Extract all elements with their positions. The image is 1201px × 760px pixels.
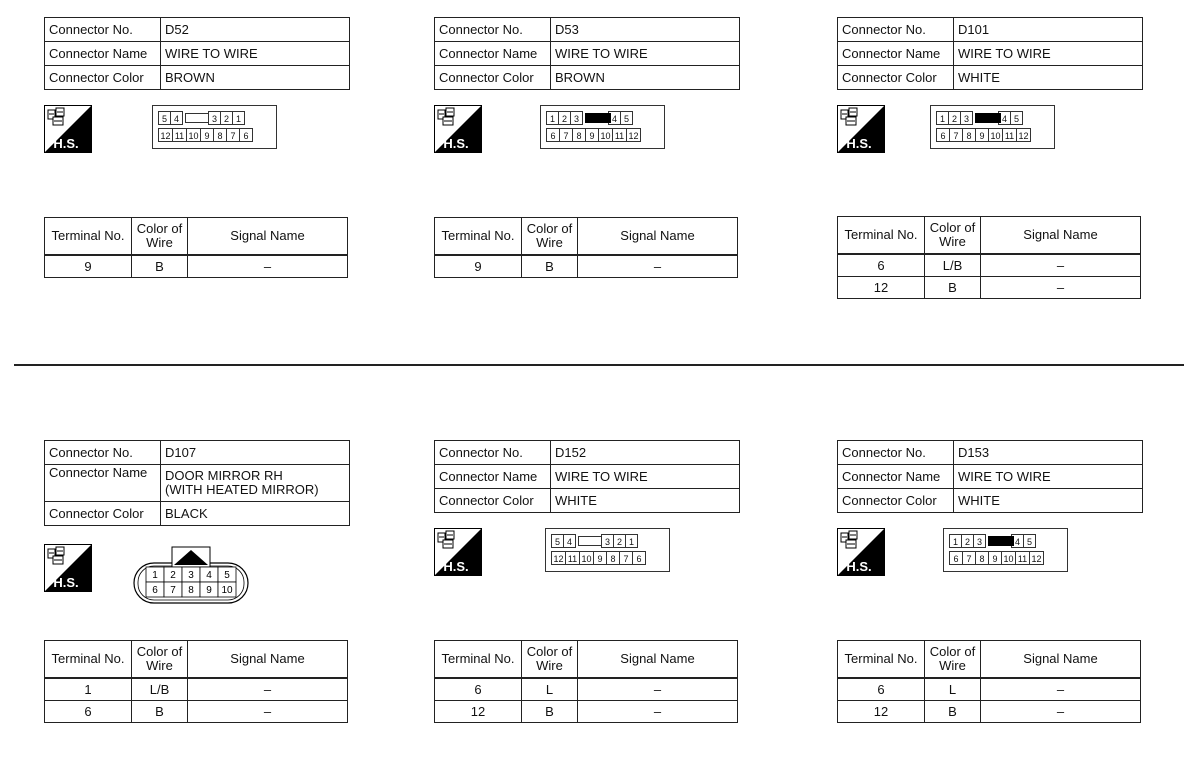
wire-color-header: [522, 641, 578, 679]
wire-color-header-line1: Color of: [136, 221, 183, 236]
connector-color-label: Connector Color: [435, 489, 551, 513]
key-slot: [585, 113, 611, 123]
pin-10: 10: [598, 128, 613, 142]
wire-color-header: [132, 218, 188, 256]
connector-no-value: D52: [161, 18, 350, 42]
wire-color-header-line2: Wire: [146, 235, 173, 250]
connector-no-label: Connector No.: [838, 441, 954, 465]
terminal-table: [44, 640, 348, 723]
connector-no-row: [45, 441, 350, 465]
pin-10: 10: [186, 128, 201, 142]
terminal-no-cell: 12: [838, 701, 925, 723]
connector-name-value: WIRE TO WIRE: [954, 42, 1143, 66]
wire-color-cell: B: [522, 255, 578, 278]
key-slot: [975, 113, 1001, 123]
pin-8: 8: [572, 128, 586, 142]
pin-2: 2: [613, 534, 626, 548]
connector-info-table: [434, 440, 740, 513]
pin-7: 7: [962, 551, 976, 565]
wire-color-header-line2: Wire: [146, 658, 173, 673]
terminal-no-cell: 6: [838, 678, 925, 701]
connector-name-value: [161, 465, 350, 502]
connector-block-D153: [837, 440, 1143, 760]
signal-name-header: Signal Name: [188, 641, 348, 679]
hs-label: H.S.: [53, 136, 79, 151]
connector-color-value: BROWN: [161, 66, 350, 90]
pin-6: 6: [632, 551, 646, 565]
pin-3: 3: [601, 534, 614, 548]
connector-face-D101: [930, 105, 1055, 149]
connector-color-value: WHITE: [551, 489, 740, 513]
pin-1: [146, 567, 164, 582]
pin-11: 11: [1002, 128, 1017, 142]
hs-label: H.S.: [846, 559, 872, 574]
terminal-no-header: Terminal No.: [45, 218, 132, 256]
connector-no-value: D153: [954, 441, 1143, 465]
svg-text:7: 7: [170, 585, 176, 596]
terminal-row: [838, 701, 1141, 723]
connector-key: [985, 534, 1012, 548]
signal-name-cell: –: [188, 255, 348, 278]
terminal-no-cell: 9: [45, 255, 132, 278]
pin-6: [146, 582, 164, 597]
pin-5: 5: [551, 534, 564, 548]
pin-1: 1: [232, 111, 245, 125]
pin-9: [200, 582, 218, 597]
connector-name-value: WIRE TO WIRE: [954, 465, 1143, 489]
connector-block-D152: [434, 440, 740, 760]
key-slot: [185, 113, 209, 123]
hs-label: H.S.: [443, 559, 469, 574]
connector-block-D53: [434, 17, 740, 337]
pin-12: 12: [1029, 551, 1044, 565]
connector-no-row: [435, 441, 740, 465]
connector-key: [575, 534, 602, 548]
wire-color-header: [522, 218, 578, 256]
connector-name-row: [435, 42, 740, 66]
wire-color-cell: L: [522, 678, 578, 701]
connector-face-D53: [540, 105, 665, 149]
pin-3: 3: [208, 111, 221, 125]
wire-color-cell: L/B: [925, 254, 981, 277]
pin-4: 4: [170, 111, 183, 125]
terminal-no-header: Terminal No.: [838, 641, 925, 679]
pin-2: [164, 567, 182, 582]
connector-name-label: Connector Name: [45, 42, 161, 66]
terminal-no-header: Terminal No.: [45, 641, 132, 679]
pin-1: 1: [936, 111, 949, 125]
pin-7: [164, 582, 182, 597]
connector-color-label: Connector Color: [838, 489, 954, 513]
wire-color-header-line2: Wire: [536, 658, 563, 673]
pin-5: 5: [1010, 111, 1023, 125]
connector-top-row: [937, 111, 1023, 125]
connector-name-row: [45, 42, 350, 66]
connector-no-value: D152: [551, 441, 740, 465]
connector-color-row: [435, 489, 740, 513]
connector-face-D153: [943, 528, 1068, 572]
wire-color-header-line2: Wire: [939, 658, 966, 673]
terminal-no-cell: 1: [45, 678, 132, 701]
pin-9: 9: [200, 128, 214, 142]
connector-name-label: Connector Name: [435, 42, 551, 66]
pin-10: [218, 582, 236, 597]
wire-color-header-line1: Color of: [929, 644, 976, 659]
pin-12: 12: [158, 128, 173, 142]
connector-bottom-row: [159, 128, 253, 142]
pin-8: [182, 582, 200, 597]
terminal-no-header: Terminal No.: [838, 217, 925, 255]
connector-top-row: [552, 534, 638, 548]
terminal-header-row: [435, 641, 738, 679]
pin-5: 5: [158, 111, 171, 125]
svg-text:3: 3: [188, 570, 194, 581]
svg-text:10: 10: [221, 585, 233, 596]
signal-name-cell: –: [981, 277, 1141, 299]
connector-key: [182, 111, 209, 125]
harness-side-icon: [44, 105, 92, 153]
connector-color-row: [45, 66, 350, 90]
connector-info-table: [837, 17, 1143, 90]
harness-side-icon: [837, 528, 885, 576]
connector-top-row: [950, 534, 1036, 548]
terminal-header-row: [45, 641, 348, 679]
pin-4: 4: [608, 111, 621, 125]
wire-color-header-line1: Color of: [526, 644, 573, 659]
connector-name-line2: (WITH HEATED MIRROR): [165, 482, 319, 497]
pin-2: 2: [948, 111, 961, 125]
hs-label: H.S.: [53, 575, 79, 590]
pin-12: 12: [551, 551, 566, 565]
key-slot: [578, 536, 602, 546]
terminal-row: [45, 678, 348, 701]
pin-7: 7: [559, 128, 573, 142]
connector-no-value: D107: [161, 441, 350, 465]
terminal-no-header: Terminal No.: [435, 218, 522, 256]
key-slot: [988, 536, 1014, 546]
terminal-table: [434, 640, 738, 723]
wire-color-header-line1: Color of: [929, 220, 976, 235]
pin-6: 6: [546, 128, 560, 142]
pin-4: [200, 567, 218, 582]
pin-9: 9: [975, 128, 989, 142]
pin-1: 1: [949, 534, 962, 548]
harness-side-icon: [837, 105, 885, 153]
terminal-table: [837, 640, 1141, 723]
connector-name-row: [838, 465, 1143, 489]
connector-color-label: Connector Color: [435, 66, 551, 90]
connector-name-label: Connector Name: [435, 465, 551, 489]
wire-color-cell: B: [925, 277, 981, 299]
pin-7: 7: [226, 128, 240, 142]
connector-no-row: [45, 18, 350, 42]
connector-color-row: [45, 502, 350, 526]
terminal-row: [435, 701, 738, 723]
signal-name-header: Signal Name: [981, 641, 1141, 679]
connector-name-label: Connector Name: [838, 42, 954, 66]
connector-name-value: WIRE TO WIRE: [551, 42, 740, 66]
pin-6: 6: [239, 128, 253, 142]
pin-10: 10: [988, 128, 1003, 142]
signal-name-cell: –: [188, 678, 348, 701]
pin-6: 6: [936, 128, 950, 142]
harness-side-icon: [434, 528, 482, 576]
wire-color-header-line2: Wire: [536, 235, 563, 250]
pin-9: 9: [988, 551, 1002, 565]
wire-color-cell: L: [925, 678, 981, 701]
terminal-no-cell: 12: [435, 701, 522, 723]
pin-3: 3: [570, 111, 583, 125]
connector-name-value: WIRE TO WIRE: [551, 465, 740, 489]
connector-block-D101: [837, 17, 1143, 337]
connector-color-label: Connector Color: [838, 66, 954, 90]
connector-face-D107: [132, 543, 250, 605]
pin-5: 5: [1023, 534, 1036, 548]
signal-name-header: Signal Name: [578, 641, 738, 679]
connector-name-label: Connector Name: [45, 465, 161, 502]
pin-11: 11: [1015, 551, 1030, 565]
hs-label: H.S.: [443, 136, 469, 151]
terminal-no-cell: 6: [45, 701, 132, 723]
connector-top-row: [547, 111, 633, 125]
signal-name-cell: –: [578, 678, 738, 701]
connector-color-row: [838, 66, 1143, 90]
pin-10: 10: [579, 551, 594, 565]
svg-text:4: 4: [206, 570, 212, 581]
connector-face-D152: [545, 528, 670, 572]
signal-name-cell: –: [578, 701, 738, 723]
terminal-no-cell: 6: [435, 678, 522, 701]
wire-color-header-line2: Wire: [939, 234, 966, 249]
pin-3: [182, 567, 200, 582]
svg-text:1: 1: [152, 570, 158, 581]
pin-7: 7: [619, 551, 633, 565]
connector-color-value: WHITE: [954, 66, 1143, 90]
signal-name-header: Signal Name: [578, 218, 738, 256]
connector-key: [582, 111, 609, 125]
connector-color-row: [435, 66, 740, 90]
connector-bottom-row: [552, 551, 646, 565]
pin-8: 8: [962, 128, 976, 142]
harness-side-icon: [434, 105, 482, 153]
signal-name-cell: –: [981, 701, 1141, 723]
pin-2: 2: [558, 111, 571, 125]
terminal-header-row: [838, 217, 1141, 255]
signal-name-cell: –: [981, 254, 1141, 277]
hs-label: H.S.: [846, 136, 872, 151]
svg-text:9: 9: [206, 585, 212, 596]
wire-color-cell: B: [522, 701, 578, 723]
pin-5: 5: [620, 111, 633, 125]
connector-name-label: Connector Name: [838, 465, 954, 489]
wire-color-header: [925, 641, 981, 679]
connector-name-row: [45, 465, 350, 502]
connector-no-value: D53: [551, 18, 740, 42]
signal-name-cell: –: [981, 678, 1141, 701]
terminal-table: [837, 216, 1141, 299]
terminal-row: [838, 277, 1141, 299]
connector-name-line1: DOOR MIRROR RH: [165, 468, 283, 483]
pin-10: 10: [1001, 551, 1016, 565]
pin-11: 11: [565, 551, 580, 565]
signal-name-header: Signal Name: [188, 218, 348, 256]
wire-color-header-line1: Color of: [526, 221, 573, 236]
terminal-no-header: Terminal No.: [435, 641, 522, 679]
terminal-row: [45, 701, 348, 723]
connector-name-value: WIRE TO WIRE: [161, 42, 350, 66]
terminal-header-row: [435, 218, 738, 256]
pin-11: 11: [612, 128, 627, 142]
connector-face-D52: [152, 105, 277, 149]
pin-11: 11: [172, 128, 187, 142]
pin-8: 8: [975, 551, 989, 565]
terminal-row: [45, 255, 348, 278]
pin-2: 2: [961, 534, 974, 548]
connector-no-row: [838, 18, 1143, 42]
connector-info-table: [44, 440, 350, 526]
connector-top-row: [159, 111, 245, 125]
pin-4: 4: [1011, 534, 1024, 548]
wire-color-cell: B: [132, 701, 188, 723]
pin-8: 8: [606, 551, 620, 565]
connector-block-D107: [44, 440, 350, 760]
pin-3: 3: [960, 111, 973, 125]
connector-no-label: Connector No.: [435, 441, 551, 465]
connector-color-row: [838, 489, 1143, 513]
pin-1: 1: [625, 534, 638, 548]
connector-no-value: D101: [954, 18, 1143, 42]
pin-6: 6: [949, 551, 963, 565]
wire-color-cell: B: [132, 255, 188, 278]
terminal-row: [838, 254, 1141, 277]
connector-color-value: WHITE: [954, 489, 1143, 513]
pin-9: 9: [593, 551, 607, 565]
pin-4: 4: [998, 111, 1011, 125]
connector-no-row: [435, 18, 740, 42]
terminal-table: [44, 217, 348, 278]
terminal-no-cell: 6: [838, 254, 925, 277]
pin-2: 2: [220, 111, 233, 125]
connector-block-D52: [44, 17, 350, 337]
connector-no-row: [838, 441, 1143, 465]
connector-bottom-row: [547, 128, 641, 142]
connector-no-label: Connector No.: [435, 18, 551, 42]
wire-color-header: [132, 641, 188, 679]
connector-no-label: Connector No.: [45, 441, 161, 465]
signal-name-cell: –: [578, 255, 738, 278]
terminal-header-row: [838, 641, 1141, 679]
section-divider: [14, 364, 1184, 366]
pin-12: 12: [626, 128, 641, 142]
wire-color-header: [925, 217, 981, 255]
connector-color-label: Connector Color: [45, 66, 161, 90]
connector-info-table: [434, 17, 740, 90]
terminal-row: [435, 255, 738, 278]
wire-color-cell: L/B: [132, 678, 188, 701]
svg-text:8: 8: [188, 585, 194, 596]
connector-color-label: Connector Color: [45, 502, 161, 526]
connector-name-row: [838, 42, 1143, 66]
terminal-no-cell: 12: [838, 277, 925, 299]
wire-color-header-line1: Color of: [136, 644, 183, 659]
connector-name-row: [435, 465, 740, 489]
connector-info-table: [44, 17, 350, 90]
svg-text:2: 2: [170, 570, 176, 581]
connector-no-label: Connector No.: [45, 18, 161, 42]
connector-color-value: BROWN: [551, 66, 740, 90]
pin-12: 12: [1016, 128, 1031, 142]
connector-bottom-row: [937, 128, 1031, 142]
terminal-table: [434, 217, 738, 278]
connector-color-value: BLACK: [161, 502, 350, 526]
connector-info-table: [837, 440, 1143, 513]
pin-1: 1: [546, 111, 559, 125]
pin-8: 8: [213, 128, 227, 142]
pin-4: 4: [563, 534, 576, 548]
signal-name-cell: –: [188, 701, 348, 723]
wire-color-cell: B: [925, 701, 981, 723]
terminal-no-cell: 9: [435, 255, 522, 278]
terminal-row: [838, 678, 1141, 701]
terminal-header-row: [45, 218, 348, 256]
pin-5: [218, 567, 236, 582]
pin-7: 7: [949, 128, 963, 142]
connector-no-label: Connector No.: [838, 18, 954, 42]
connector-bottom-row: [950, 551, 1044, 565]
terminal-row: [435, 678, 738, 701]
harness-side-icon: [44, 544, 92, 592]
signal-name-header: Signal Name: [981, 217, 1141, 255]
pin-3: 3: [973, 534, 986, 548]
connector-key: [972, 111, 999, 125]
pin-9: 9: [585, 128, 599, 142]
svg-text:5: 5: [224, 570, 230, 581]
svg-text:6: 6: [152, 585, 158, 596]
